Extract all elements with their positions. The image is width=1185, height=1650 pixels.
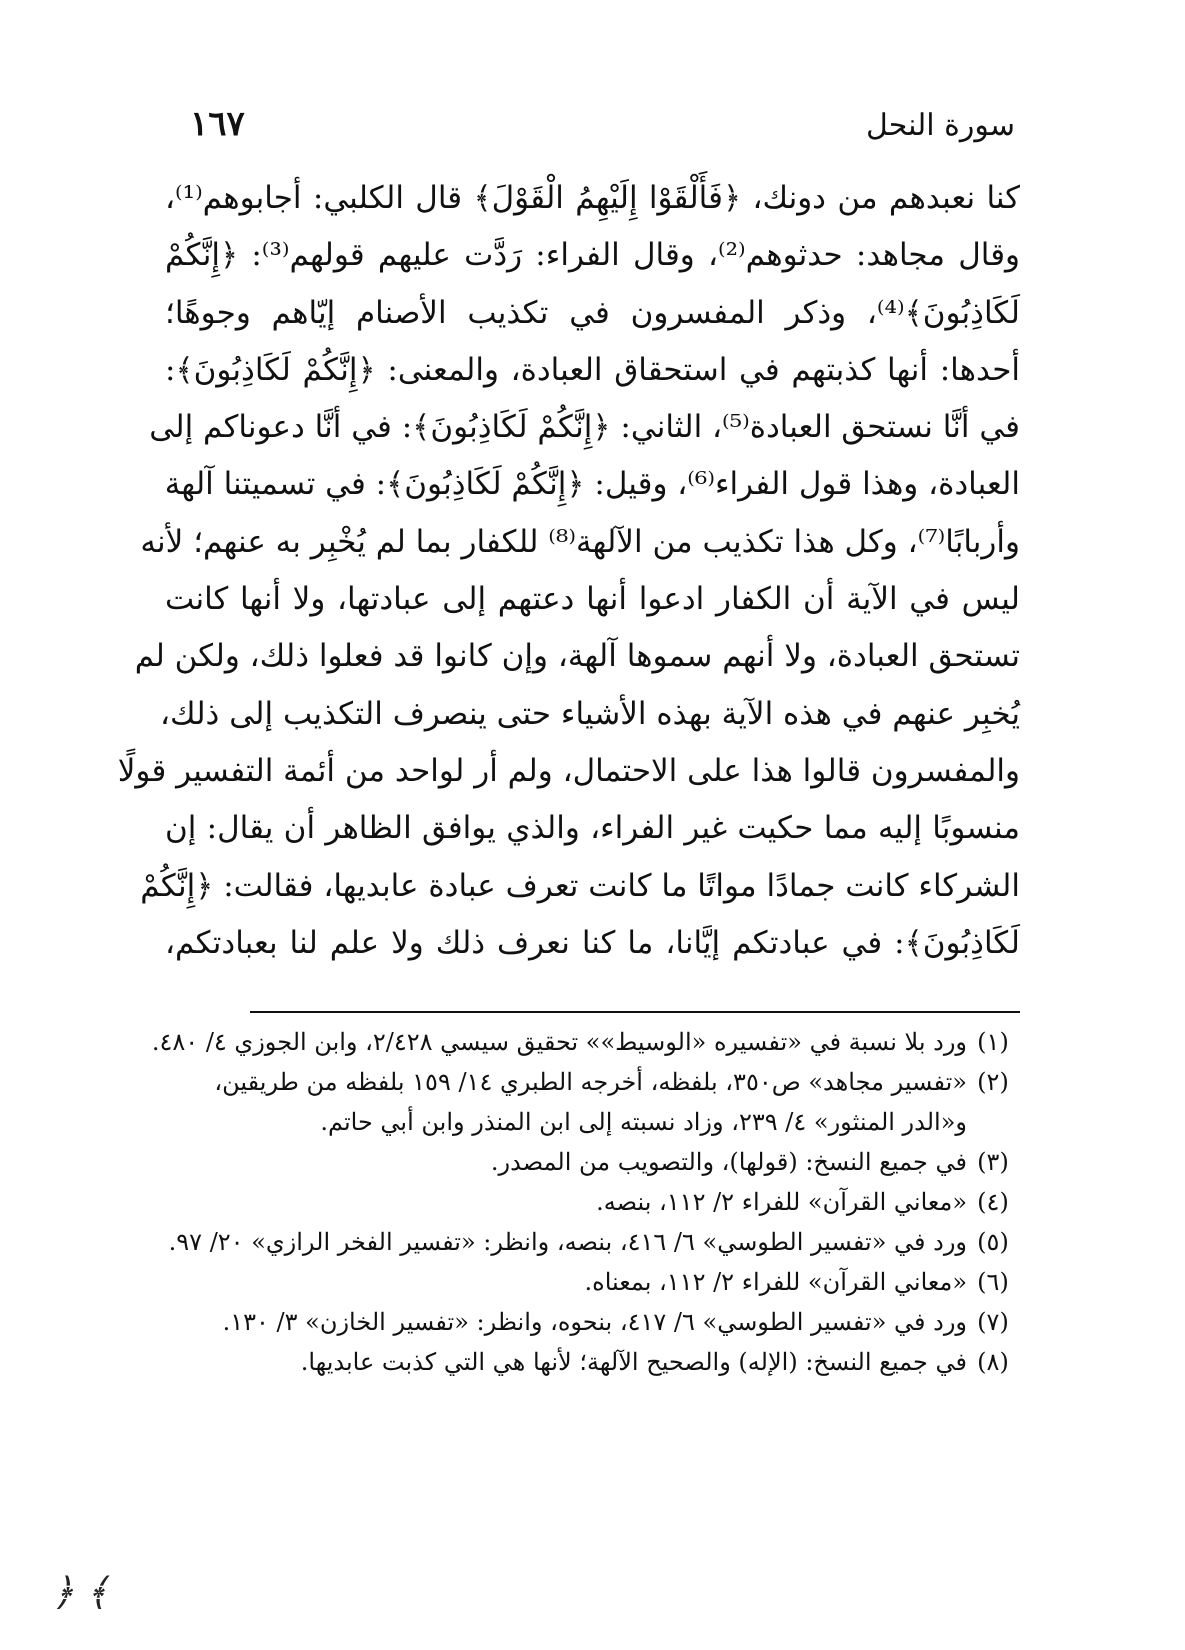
- body-line: في أنَّا نستحق العبادة⁽⁵⁾، الثاني: ﴿إِنَّكُمْ لَكَاذِبُونَ﴾: في أنَّا دعوناكم إلى: [149, 409, 1020, 446]
- body-line: لَكَاذِبُونَ﴾: في عبادتكم إيَّانا، ما كنا نعرف ذلك ولا علم لنا بعبادتكم،: [165, 924, 1020, 961]
- footnote: [151, 1022, 1015, 1062]
- footnote: [165, 1222, 1015, 1262]
- body-line: العبادة، وهذا قول الفراء⁽⁶⁾، وقيل: ﴿إِنَّكُمْ لَكَاذِبُونَ﴾: في تسميتنا آلهة: [164, 466, 1020, 503]
- page-header: [190, 100, 1015, 150]
- body-line: أحدها: أنها كذبتهم في استحقاق العبادة، والمعنى: ﴿إِنَّكُمْ لَكَاذِبُونَ﴾:: [165, 351, 1020, 388]
- body-line: وقال مجاهد: حدثوهم⁽²⁾، وقال الفراء: رَدَّت عليهم قولهم⁽³⁾: ﴿إِنَّكُمْ: [165, 237, 1021, 274]
- footnote-text: ورد في «تفسير الطوسي» ٦/ ٤١٧، بنحوه، وانظر: «تفسير الخازن» ٣/ ١٣٠.: [222, 1308, 967, 1336]
- footnote-text: و«الدر المنثور» ٤/ ٢٣٩، وزاد نسبته إلى ابن المنذر وابن أبي حاتم.: [320, 1108, 967, 1136]
- footnote-text: في جميع النسخ: (قولها)، والتصويب من المصدر.: [490, 1148, 967, 1176]
- body-line: كنا نعبدهم من دونك، ﴿فَأَلْقَوْا إِلَيْهِمُ الْقَوْلَ﴾ قال الكلبي: أجابوهم⁽¹⁾،: [165, 180, 1020, 216]
- body-line: تستحق العبادة، ولا أنهم سموها آلهة، وإن كانوا قد فعلوا ذلك، ولكن لم: [134, 638, 1020, 675]
- footnote-number: (٤): [977, 1188, 1009, 1216]
- body-line: لَكَاذِبُونَ﴾⁽⁴⁾، وذكر المفسرون في تكذيب الأصنام إيّاهم وجوهًا؛: [165, 294, 1020, 331]
- footnote-number: (٢): [977, 1068, 1009, 1096]
- footnote: [165, 1142, 1015, 1182]
- footnote-text: ورد في «تفسير الطوسي» ٦/ ٤١٦، بنصه، وانظر: «تفسير الفخر الرازي» ٢٠/ ٩٧.: [168, 1228, 967, 1256]
- footnote-text: «معاني القرآن» للفراء ٢/ ١١٢، بمعناه.: [584, 1268, 967, 1296]
- main-text: [117, 170, 1021, 972]
- page-number: ١٦٧: [190, 104, 245, 144]
- footnote-separator: [250, 1011, 1020, 1013]
- footnote-text: «تفسير مجاهد» ص٣٥٠، بلفظه، أخرجه الطبري ١٤/ ١٥٩ بلفظه من طريقين،: [214, 1068, 967, 1096]
- body-line: الشركاء كانت جمادًا مواتًا ما كانت تعرف عبادة عابديها، فقالت: ﴿إِنَّكُمْ: [140, 867, 1020, 904]
- body-line: ليس في الآية أن الكفار ادعوا أنها دعتهم إلى عبادتها، ولا أنها كانت: [165, 581, 1020, 618]
- footnote-text: في جميع النسخ: (الإله) والصحيح الآلهة؛ لأنها هي التي كذبت عابديها.: [300, 1348, 967, 1376]
- body-line: والمفسرون قالوا هذا على الاحتمال، ولم أر لواحد من أئمة التفسير قولًا: [117, 752, 1020, 789]
- footnote-number: (٦): [977, 1268, 1009, 1296]
- footnote-number: (٧): [977, 1308, 1009, 1336]
- running-title: سورة النحل: [866, 108, 1015, 143]
- footnote: [165, 1302, 1015, 1342]
- footnote-number: (٥): [977, 1228, 1009, 1256]
- body-line: منسوبًا إليه مما حكيت غير الفراء، والذي يوافق الظاهر أن يقال: إن: [165, 810, 1020, 847]
- footnote-text: «معاني القرآن» للفراء ٢/ ١١٢، بنصه.: [596, 1188, 967, 1216]
- footnotes: [151, 1022, 1015, 1382]
- footnote-text: ورد بلا نسبة في «تفسيره «الوسيط»» تحقيق سيسي ٢/٤٢٨، وابن الجوزي ٤/ ٤٨٠.: [151, 1028, 967, 1056]
- footnote-number: (٨): [977, 1348, 1009, 1376]
- footnote-number: (٣): [977, 1148, 1009, 1176]
- footnote: [165, 1262, 1015, 1302]
- footnote: [165, 1062, 1015, 1142]
- footnote-number: (١): [977, 1028, 1009, 1056]
- footnote: [165, 1182, 1015, 1222]
- body-line: يُخبِر عنهم في هذه الآية بهذه الأشياء حتى ينصرف التكذيب إلى ذلك،: [159, 695, 1020, 732]
- body-line: وأربابًا⁽⁷⁾، وكل هذا تكذيب من الآلهة⁽⁸⁾ للكفار بما لم يُخْبِر به عنهم؛ لأنه: [140, 523, 1020, 560]
- footnote: [165, 1342, 1015, 1382]
- library-stamp-logo: ﴾ ﴿: [51, 1570, 109, 1614]
